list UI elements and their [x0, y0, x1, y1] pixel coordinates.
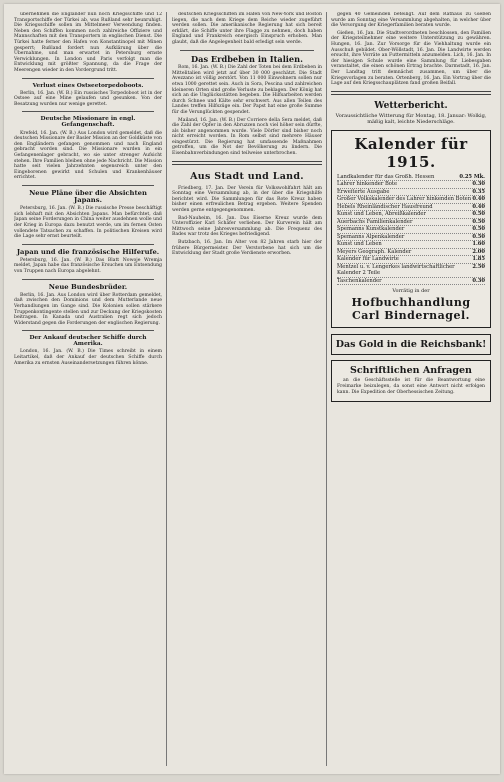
headline-erdbeben: Das Erdbeben in Italien. — [191, 53, 303, 64]
headline-mission: Deutsche Missionare in engl. Gefangenschaft. — [40, 116, 136, 129]
notice-heading: Schriftlichen Anfragen — [350, 365, 472, 377]
calendar-ad — [331, 130, 491, 329]
divider — [22, 279, 154, 280]
section-divider — [172, 161, 322, 165]
calendar-note: Vorrätig in der — [392, 288, 430, 295]
divider — [22, 78, 154, 79]
calendar-row — [337, 278, 485, 286]
calendar-row — [337, 196, 485, 204]
notice-box — [331, 360, 491, 402]
newspaper-page — [4, 4, 500, 774]
gold-ad: Das Gold in die Reichsbank! — [331, 334, 491, 355]
divider — [22, 330, 154, 331]
calendar-row-name: Mentzel u. v. Lengerkes landwirtschaftlicher Kalender 2 Teile — [337, 263, 455, 277]
calendar-row-price: 0.40 — [472, 203, 485, 210]
calendar-row — [337, 204, 485, 212]
calendar-row — [337, 226, 485, 234]
calendar-row-name: Spemanns Kunstkalender — [337, 226, 405, 233]
article-text: Friedberg, 17. Jan. Der Verein für Volkswohlfahrt hält am Sonntag eine Versammlung ab, in der über die Kriegshilfe berichtet wird. Die Sammlungen für das Rote Kreuz haben bisher einen erfreulichen Betrag ergeben. Weitere Spenden werden gerne entgegengenommen. — [172, 185, 322, 214]
weather-text: Voraussichtliche Witterung für Montag, 18. Januar: Wolkig, mäßig kalt, leichte Niederschläge. — [335, 112, 487, 126]
article-text: Krefeld, 16. Jan. (W. B.) Aus London wird gemeldet, daß die deutschen Missionare der Basler Mission an der Goldküste von den Engländern gefangen genommen und nach England gebracht worden sind. Die Missionare wurden in ein Gefangenenlager gebracht, wo sie unter strenger Aufsicht stehen. Ihre Familien bleiben ohne jede Nachricht. Die Mission hatte seit vielen Jahrzehnten segensreich unter den Eingeborenen gewirkt und Schulen und Krankenhäuser errichtet. — [14, 130, 162, 181]
divider — [22, 111, 154, 112]
calendar-row-price: 0.30 — [472, 277, 485, 284]
calendar-row-name: Auerbachs Familienkalender — [337, 218, 413, 225]
calendar-row-price: 1.85 — [472, 256, 485, 263]
article-text: Berlin, 16. Jan. (W. B.) Ein russisches Torpedoboot ist in der Ostsee auf eine Mine gelaufen und gesunken. Von der Besatzung wurden nur wenige gerettet. — [14, 90, 162, 107]
calendar-row — [337, 181, 485, 189]
calendar-row — [337, 219, 485, 227]
article-text: Petersburg, 16. Jan. (W. B.) Das Blatt Nowoje Wremja meldet, Japan habe das französische Ersuchen um Entsendung von Truppen nach Europa abgelehnt. — [14, 257, 162, 275]
calendar-row — [337, 174, 485, 182]
calendar-row-price: 0.50 — [472, 218, 485, 225]
headline-verlust: Verlust eines Ostseetorpedoboots. — [32, 82, 144, 89]
headline-japan: Neue Pläne über die Absichten Japans. — [29, 188, 147, 205]
calendar-store: Hofbuchhandlung Carl Bindernagel. — [351, 296, 471, 323]
calendar-ad-title: Kalender für 1915. — [354, 134, 468, 171]
column-right — [331, 12, 491, 766]
article-text: Petersburg, 16. Jan. (W. B.) Die russische Presse beschäftigt sich lebhaft mit den Absichten Japans. Man befürchtet, daß Japan seine Forderungen in China weiter ausdehnen wolle und der Krieg in Europa dazu benutzt werde, um im fernen Osten vollendete Tatsachen zu schaffen. In politischen Kreisen wird die Lage sehr ernst beurteilt. — [14, 206, 162, 240]
article-text: Bad-Nauheim, 16. Jan. Das Eiserne Kreuz wurde dem Unteroffizier Karl Schäfer verliehen. Der Kurverein hält am Mittwoch seine Jahresversammlung ab. Die Frequenz des Bades war trotz des Krieges befriedigend. — [172, 215, 322, 238]
article-text: Rom, 16. Jan. (W. B.) Die Zahl der Toten bei dem Erdbeben in Mittelitalien wird jetzt auf über 30 000 geschätzt. Die Stadt Avezzano ist völlig zerstört. Von 11 000 Einwohnern sollen nur etwa 1000 gerettet sein. Auch in Sora, Pescina und zahlreichen kleineren Orten sind große Verluste zu beklagen. Der König hat sich an die Unglücksstätten begeben. Die Hilfsarbeiten werden durch Schnee und Kälte sehr erschwert. Aus allen Teilen des Landes treffen Hilfszüge ein. Der Papst hat eine große Summe für die Verunglückten gespendet. — [172, 65, 322, 115]
article-text: Butzbach, 16. Jan. Im Alter von 82 Jahren starb hier der frühere Bürgermeister. Der Verstorbene hat sich um die Entwicklung der Stadt große Verdienste erworben. — [172, 240, 322, 257]
calendar-row-name: Taschenkalender — [337, 277, 382, 284]
article-text: Mailand, 16. Jan. (W. B.) Der Corriere della Sera meldet, daß die Zahl der Opfer in den Abruzzen noch viel höher sein dürfte, als bisher angenommen wurde. Viele Dörfer sind bisher noch nicht erreicht worden. In Rom selbst sind mehrere Häuser eingestürzt. Die Regierung hat umfassende Maßnahmen getroffen, um die Not der Bevölkerung zu lindern. Die Eisenbahnverbindungen sind teilweise unterbrochen. — [172, 117, 322, 157]
calendar-row-price: 0.50 — [472, 226, 485, 233]
calendar-row-price: 2.00 — [472, 248, 485, 255]
calendar-row-name: Meyers Geograph. Kalender — [337, 248, 412, 255]
divider — [22, 185, 154, 186]
column-rule — [326, 12, 327, 766]
article-text: deutschen Kriegsschiffen im Hafen von New-York und Boston liegen, die nach dem Kriege dem Reiche wieder zugeführt werden sollen. Die amerikanische Regierung hat sich bereit erklärt, die Schiffe unter ihre Flagge zu nehmen, doch haben England und Frankreich energisch Einspruch erhoben. Man glaubt, daß die Angelegenheit bald erledigt sein werde. — [172, 12, 322, 45]
column-rule — [166, 12, 167, 766]
calendar-row-name: Erweiterte Ausgabe — [337, 188, 390, 195]
calendar-row-price: 0.50 — [472, 211, 485, 218]
column-left — [14, 12, 162, 766]
headline-ankauf: Der Ankauf deutscher Schiffe durch Amerika. — [29, 335, 147, 348]
calendar-row-price: 2.50 — [472, 263, 485, 270]
calendar-list — [337, 174, 485, 286]
calendar-row-price: 1.60 — [472, 241, 485, 248]
calendar-row-price: 0.30 — [472, 181, 485, 188]
calendar-row-name: Hebels Rheinländischer Hausfreund — [337, 203, 433, 210]
calendar-row — [337, 264, 485, 278]
calendar-row-price: 0.50 — [472, 233, 485, 240]
calendar-row-price: 0.25 Mk. — [459, 173, 485, 180]
weather-heading: Wetterbericht. — [374, 100, 448, 111]
calendar-row-name: Großer Volkskalender des Lahrer hinkenden Boten — [337, 196, 472, 203]
article-text: übernehmen die Engländer nun noch Kriegsschiffe und 12 Transportschiffe der Türkei ab, was Rußland sehr beunruhigt. Die Kriegsschiffe sollen im Mittelmeer Verwendung finden. Neben den Schiffen kommen noch zahlreiche Offiziere und Mannschaften mit den Transportern in englischen Dienst. Die Türkei hatte ferner den Hafen von Konstantinopel mit Minen gesperrt; Rußland fordert nun Aufklärung über die Übernahme, und man erwartet in Petersburg ernste Verwicklungen. In London und Paris verfolgt man die Entwicklung mit größter Spannung, da die Frage der Meerengen wieder in den Vordergrund tritt. — [14, 12, 162, 73]
calendar-row-name: Spemanns Alpenkalender — [337, 233, 405, 240]
calendar-row — [337, 211, 485, 219]
notice-text: an die Geschäftsstelle ist für die Beantwortung eine Freimarke beizulegen, da sonst eine Antwort nicht erfolgen kann. Die Expedition der Oberhessischen Zeitung. — [337, 378, 485, 395]
calendar-row — [337, 241, 485, 249]
calendar-row-name: Kunst und Leben, Abreißkalender — [337, 211, 426, 218]
article-text: Berlin, 16. Jan. Aus London wird über Rotterdam gemeldet, daß zwischen den Dominions und dem Mutterlande neue Verhandlungen im Gange sind. Die Kolonien sollen stärkere Truppenkontingente stellen und zur Deckung der Kriegskosten beitragen. In Kanada und Australien regt sich jedoch Widerstand gegen die Forderungen der englischen Regierung. — [14, 292, 162, 326]
calendar-row — [337, 189, 485, 197]
calendar-row-price: 0.35 — [472, 188, 485, 195]
article-text: London, 16. Jan. (W. B.) Die Times schreibt in einem Leitartikel, daß der Ankauf der deutschen Schiffe durch Amerika zu ernsten Auseinandersetzungen führen könne. — [14, 349, 162, 366]
calendar-row-price: 0.40 — [472, 196, 485, 203]
divider — [180, 50, 314, 51]
calendar-row — [337, 234, 485, 242]
headline-japan-hilfe: Japan und die französische Hilferufe. — [16, 247, 160, 256]
calendar-row-name: Kalender für Landwirte — [337, 256, 399, 263]
section-head-stadt-land: Aus Stadt und Land. — [190, 170, 304, 182]
local-notes: Gießen, 16. Jan. Die Stadtverordneten beschlossen, den Familien der Kriegsteilnehmer eine weitere Unterstützung zu gewähren. Hungen, 16. Jan. Zur Vorsorge für die Viehhaltung wurde ein Ausschuß gebildet. Ober-Wöllstadt, 16. Jan. Die Landwirte werden ersucht, ihre Vorräte an Futtermitteln anzumelden. Lich, 16. Jan. In der hiesigen Schule wurde eine Sammlung für Liebesgaben veranstaltet, die einen schönen Ertrag brachte. Darmstadt, 16. Jan. Der Landtag tritt demnächst zusammen, um über die Kriegsvorlagen zu beraten. Ortenberg, 16. Jan. Ein Vortrag über die Lage auf den Kriegsschauplätzen fand großen Beifall. — [331, 30, 491, 87]
headline-bundesbrueder: Neue Bundesbrüder. — [48, 282, 128, 291]
divider — [22, 244, 154, 245]
calendar-row — [337, 249, 485, 257]
column-middle — [172, 12, 322, 766]
section-divider — [331, 91, 491, 95]
article-text: gegen 40 Gemeinden beteiligt. Auf dem Rathaus zu Gießen wurde am Sonntag eine Versammlung abgehalten, in welcher über die Versorgung der Kriegerfamilien beraten wurde. — [331, 12, 491, 29]
calendar-row-name: Landkalender für das Großh. Hessen — [337, 173, 435, 180]
calendar-row-name: Lahrer hinkender Bote — [337, 181, 398, 188]
calendar-row — [337, 256, 485, 264]
calendar-row-name: Kunst und Leben — [337, 241, 382, 248]
